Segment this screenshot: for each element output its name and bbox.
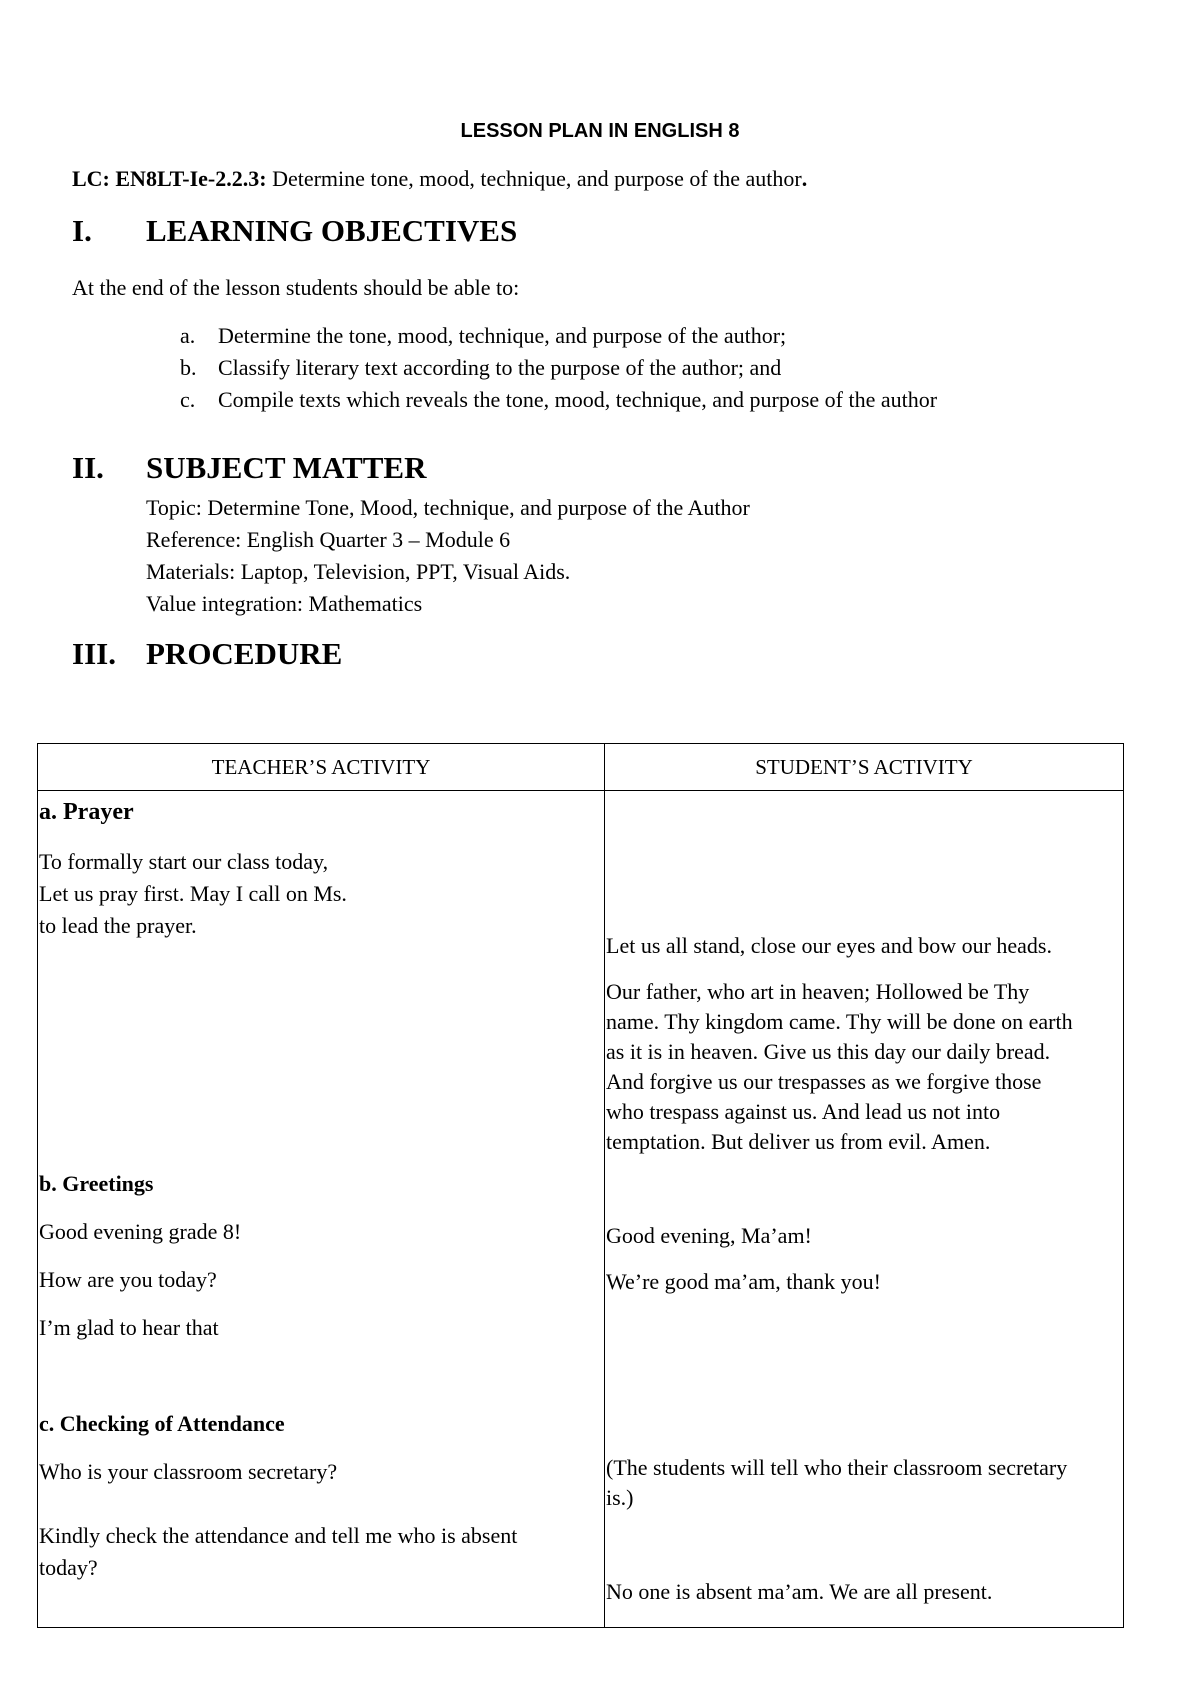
student-line: who trespass against us. And lead us not into: [606, 1099, 1001, 1124]
student-line: And forgive us our trespasses as we forgive those: [606, 1069, 1042, 1094]
objective-item: [180, 323, 1080, 353]
section-title: SUBJECT MATTER: [146, 450, 427, 485]
objective-text: Determine the tone, mood, technique, and purpose of the author;: [218, 323, 787, 348]
objectives-intro: At the end of the lesson students should be able to:: [72, 275, 520, 300]
student-line: Our father, who art in heaven; Hollowed be Thy: [606, 979, 1030, 1004]
section-numeral: I.: [72, 213, 92, 248]
teacher-line: today?: [39, 1555, 98, 1580]
objective-text: Classify literary text according to the purpose of the author; and: [218, 355, 782, 380]
subject-value-integration: Value integration: Mathematics: [146, 591, 423, 616]
lc-text: Determine tone, mood, technique, and purpose of the author: [266, 166, 802, 191]
teacher-line: I’m glad to hear that: [39, 1315, 219, 1340]
objective-item: [180, 387, 1080, 417]
section-title: LEARNING OBJECTIVES: [146, 213, 518, 248]
student-line: We’re good ma’am, thank you!: [606, 1269, 881, 1294]
student-line: Let us all stand, close our eyes and bow our heads.: [606, 933, 1052, 958]
teacher-activity-cell: [38, 791, 605, 1628]
section-title: PROCEDURE: [146, 636, 343, 671]
student-line: Good evening, Ma’am!: [606, 1223, 812, 1248]
attendance-heading: c. Checking of Attendance: [39, 1411, 285, 1436]
objective-marker: b.: [180, 355, 197, 380]
teacher-line: How are you today?: [39, 1267, 217, 1292]
page-title: LESSON PLAN IN ENGLISH 8: [460, 120, 740, 142]
student-line: No one is absent ma’am. We are all present.: [606, 1579, 993, 1604]
section-heading-procedure: [72, 636, 672, 676]
section-heading-subject-matter: [72, 450, 672, 490]
greetings-heading: b. Greetings: [39, 1171, 154, 1196]
student-line: (The students will tell who their classroom secretary: [606, 1455, 1068, 1480]
teacher-line: To formally start our class today,: [39, 849, 329, 874]
objective-item: [180, 355, 1080, 385]
teacher-line: Kindly check the attendance and tell me who is absent: [39, 1523, 518, 1548]
teacher-line: to lead the prayer.: [39, 913, 197, 938]
prayer-heading: a. Prayer: [39, 799, 134, 825]
teacher-activity-header: TEACHER’S ACTIVITY: [38, 744, 605, 791]
lc-label: LC: EN8LT-Ie-2.2.3:: [72, 166, 267, 191]
subject-topic: Topic: Determine Tone, Mood, technique, and purpose of the Author: [146, 495, 750, 520]
lc-end: .: [801, 166, 808, 191]
learning-competency: [72, 166, 807, 192]
section-numeral: II.: [72, 450, 104, 485]
student-line: temptation. But deliver us from evil. Amen.: [606, 1129, 991, 1154]
student-activity-cell: [605, 791, 1124, 1628]
objective-marker: a.: [180, 323, 196, 348]
student-line: as it is in heaven. Give us this day our daily bread.: [606, 1039, 1051, 1064]
student-line: name. Thy kingdom came. Thy will be done on earth: [606, 1009, 1073, 1034]
subject-materials: Materials: Laptop, Television, PPT, Visual Aids.: [146, 559, 571, 584]
subject-reference: Reference: English Quarter 3 – Module 6: [146, 527, 511, 552]
objective-text: Compile texts which reveals the tone, mood, technique, and purpose of the author: [218, 387, 938, 412]
teacher-line: Let us pray first. May I call on Ms.: [39, 881, 347, 906]
student-line: is.): [606, 1485, 634, 1510]
student-activity-header: STUDENT’S ACTIVITY: [605, 744, 1124, 791]
procedure-table: [37, 743, 1124, 1628]
objective-marker: c.: [180, 387, 196, 412]
teacher-line: Good evening grade 8!: [39, 1219, 242, 1244]
section-numeral: III.: [72, 636, 116, 671]
section-heading-objectives: [72, 213, 672, 253]
teacher-line: Who is your classroom secretary?: [39, 1459, 338, 1484]
